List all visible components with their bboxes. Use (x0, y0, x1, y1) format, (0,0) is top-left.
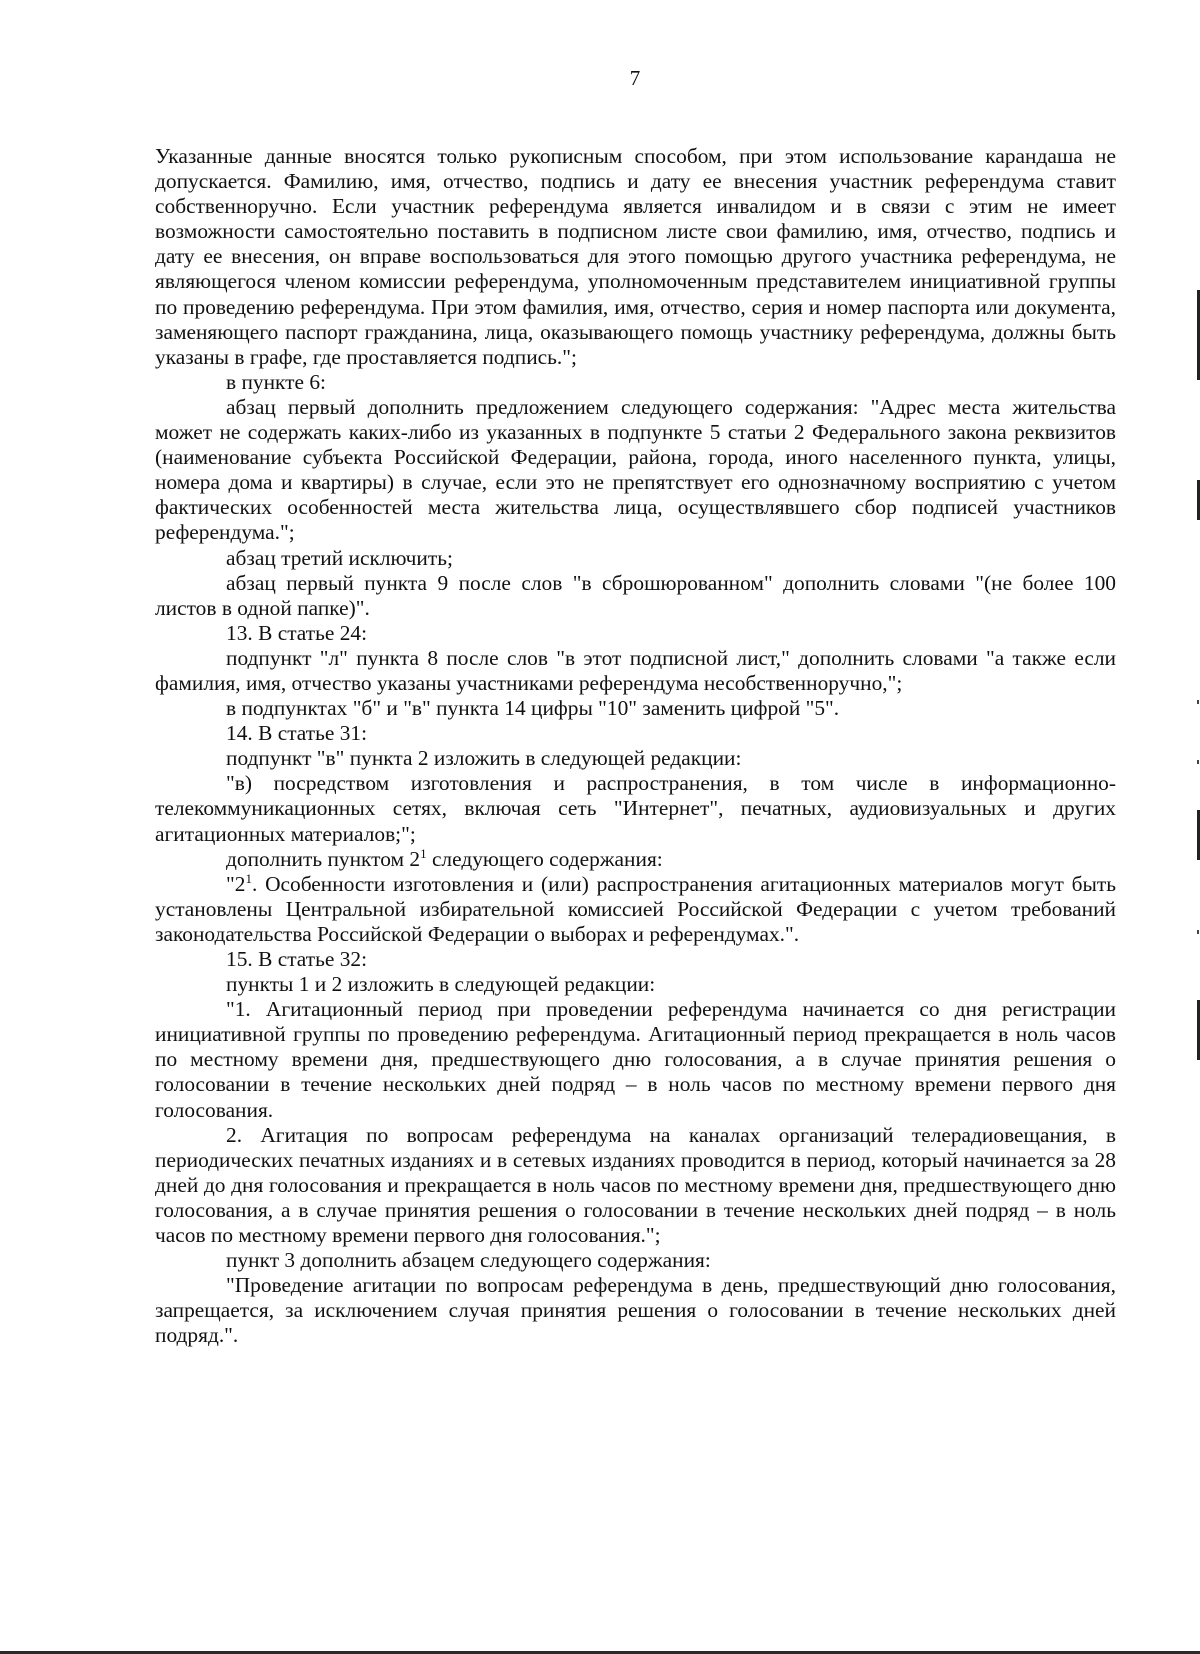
paragraph: абзац третий исключить; (226, 545, 453, 570)
paragraph: пункты 1 и 2 изложить в следующей редакции: (226, 972, 656, 997)
paragraph-text: "2 (226, 871, 246, 896)
paragraph: "в) посредством изготовления и распространения, в том числе в информационно-телекоммуникационных сетях, включая сеть "Интернет", печатных, аудиовизуальных и других агитационных материалов;"; (155, 771, 1116, 846)
paragraph: в пункте 6: (226, 369, 326, 394)
document-body (155, 144, 1116, 1349)
article-heading: 14. В статье 31: (226, 721, 368, 746)
paragraph: пункт 3 дополнить абзацем следующего содержания: (226, 1248, 711, 1273)
paragraph: Указанные данные вносятся только рукописным способом, при этом использование карандаша не допускается. Фамилию, имя, отчество, подпись и дату ее внесения участник референдума ставит собственноручно. Если участник референдума является инвалидом и в связи с этим не имеет возможности самостоятельно поставить в подписном листе свои фамилию, имя, отчество, подпись и дату ее внесения, он вправе воспользоваться для этого помощью другого участника референдума, не являющегося членом комиссии референдума, уполномоченным представителем инициативной группы по проведению референдума. При этом фамилия, имя, отчество, серия и номер паспорта или документа, заменяющего паспорт гражданина, лица, оказывающего помощь участнику референдума, должны быть указаны в графе, где проставляется подпись."; (155, 144, 1116, 369)
scan-artifact (1197, 760, 1199, 764)
paragraph-text: следующего содержания: (426, 846, 663, 871)
paragraph: подпункт "в" пункта 2 изложить в следующей редакции: (226, 746, 742, 771)
superscript: 1 (245, 870, 252, 886)
paragraph: "1. Агитационный период при проведении референдума начинается со дня регистрации инициативной группы по проведению референдума. Агитационный период прекращается в ноль часов по местному времени дня, предшествующего дню голосования, а в случае принятия решения о голосовании в течение нескольких дней подряд – в ноль часов по местному времени первого дня голосования. (155, 997, 1116, 1122)
scan-artifact (1197, 930, 1199, 934)
article-heading: 15. В статье 32: (226, 947, 368, 971)
superscript: 1 (420, 845, 427, 861)
article-heading: 13. В статье 24: (226, 620, 368, 645)
paragraph: 2. Агитация по вопросам референдума на каналах организаций телерадиовещания, в периодических печатных изданиях и в сетевых изданиях проводится в период, который начинается за 28 дней до дня голосования и прекращается в ноль часов по местному времени дня, предшествующего дню голосования, а в случае принятия решения о голосовании в течение нескольких дней подряд – в ноль часов по местному времени первого дня голосования."; (155, 1122, 1116, 1248)
paragraph: абзац первый пункта 9 после слов "в сброшюрованном" дополнить словами "(не более 100 листов в одной папке)". (155, 570, 1116, 620)
page-number: 7 (629, 66, 641, 90)
paragraph-text: дополнить пунктом 2 (226, 846, 421, 871)
scan-artifact (1197, 700, 1199, 704)
paragraph (155, 847, 1116, 872)
paragraph: в подпунктах "б" и "в" пункта 14 цифры "10" заменить цифрой "5". (226, 696, 840, 721)
paragraph: "Проведение агитации по вопросам референдума в день, предшествующий дню голосования, запрещается, за исключением случая принятия решения о голосовании в течение нескольких дней подряд.". (155, 1273, 1116, 1348)
paragraph-text: . Особенности изготовления и (или) распространения агитационных материалов могут быть установлены Центральной избирательной комиссией Российской Федерации с учетом требований законодательства Российской Федерации о выборах и референдумах.". (155, 871, 1116, 946)
paragraph: абзац первый дополнить предложением следующего содержания: "Адрес места жительства может не содержать каких-либо из указанных в подпункте 5 статьи 2 Федерального закона реквизитов (наименование субъекта Российской Федерации, района, города, иного населенного пункта, улицы, номера дома и квартиры) в случае, если это не препятствует его однозначному восприятию с учетом фактических особенностей места жительства лица, осуществлявшего сбор подписей участников референдума."; (155, 394, 1116, 545)
paragraph (155, 872, 1116, 947)
paragraph: подпункт "л" пункта 8 после слов "в этот подписной лист," дополнить словами "а также если фамилия, имя, отчество указаны участниками референдума несобственноручно,"; (155, 645, 1116, 695)
